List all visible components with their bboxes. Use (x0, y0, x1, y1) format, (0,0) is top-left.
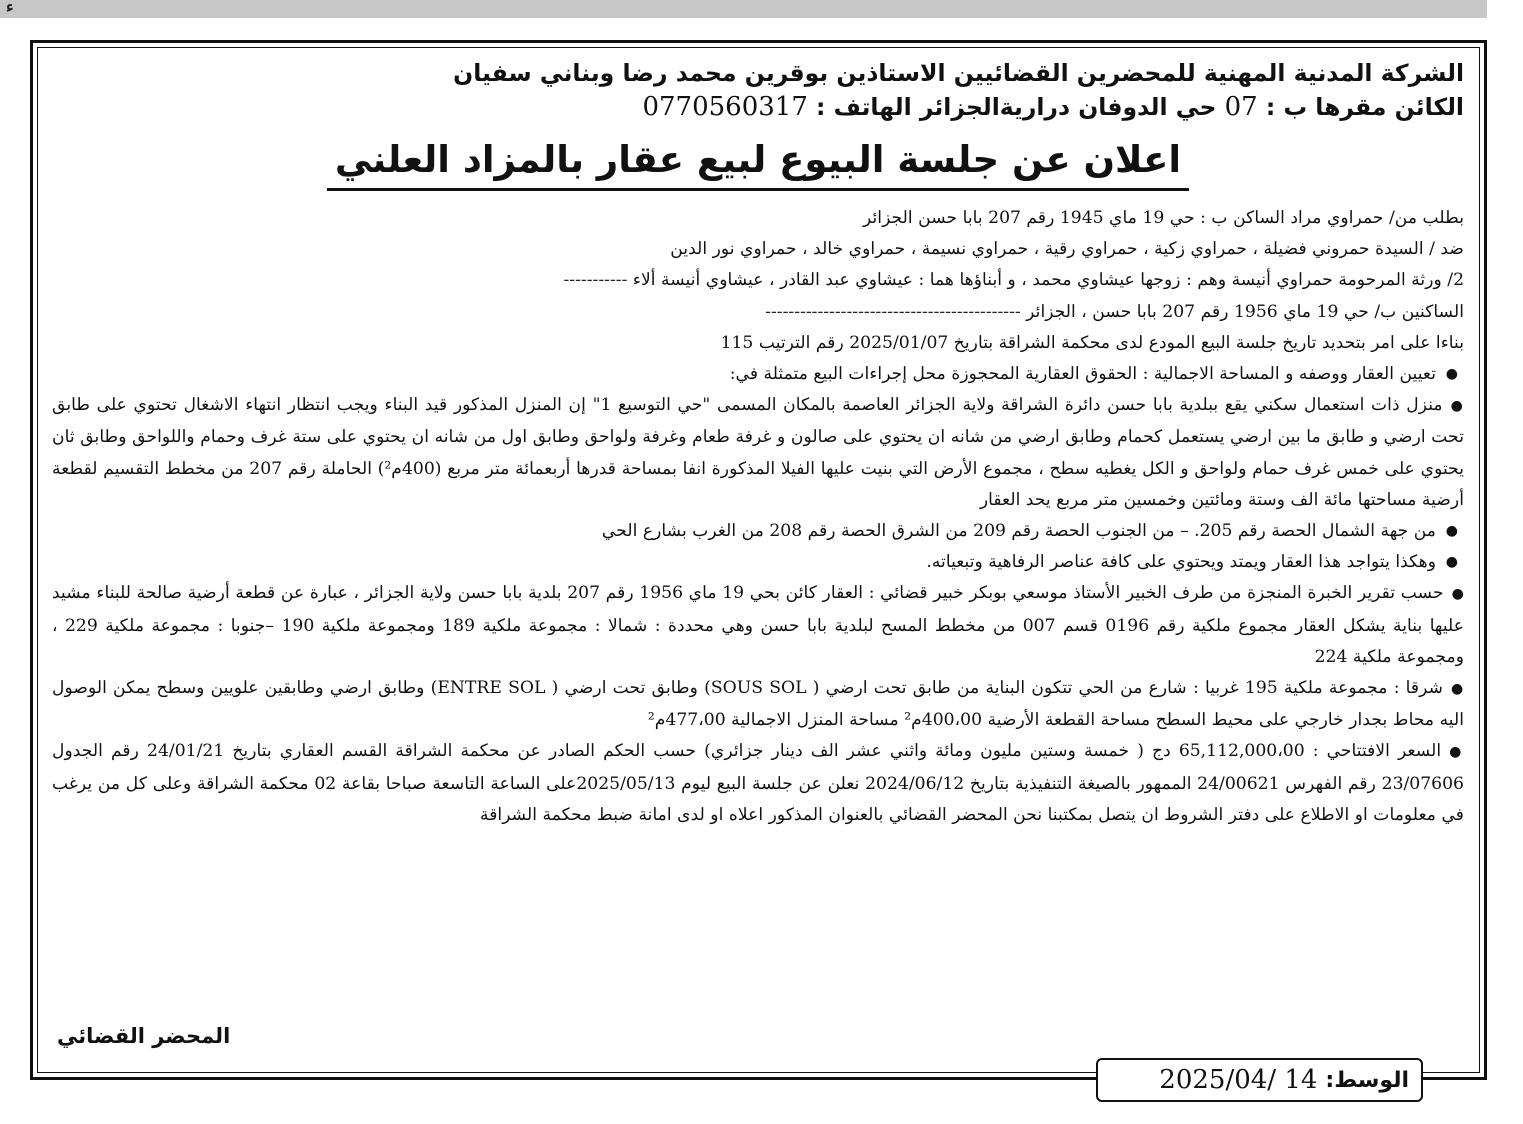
details-list (52, 359, 1464, 831)
address-text: حي الدوفان دراريةالجزائر الهاتف : (816, 93, 1217, 121)
phone-number: 0770560317 (642, 92, 808, 122)
list-item-text: منزل ذات استعمال سكني يقع ببلدية بابا حسن دائرة الشراقة ولاية الجزائر العاصمة بالمكان المسمى "حي التوسيع 1" إن المنزل المذكور قيد البناء ويجب انتظار انتهاء الاشغال تحتوي على طابق تحت ارضي و طابق ما بين ارضي يستعمل كحمام وطابق ارضي من شانه ان يحتوي على صالون و غرفة طعام وغرفة ولواحق وطابق اول من شانه ان يحتوي على ستة غرف وحمام واللواحق وطابق ثان يحتوي على خمس غرف حمام ولواحق و الكل يغطيه سطح ، مجموع الأرض التي بنيت عليها الفيلا المذكورة انفا بمساحة قدرها أربعمائة متر مربع (400م²) الحاملة رقم 207 من مخطط التقسيم لقطعة أرضية مساحتها مائة الف وستة ومائتين وخمسين متر مربع يحد العقار (52, 395, 1465, 510)
list-item-text: من جهة الشمال الحصة رقم 205. – من الجنوب الحصة رقم 209 من الشرق الحصة رقم 208 من الغرب بشارع الحي (601, 521, 1436, 542)
newspaper-label: الوسط: (1325, 1067, 1409, 1093)
list-item (52, 516, 1464, 547)
publication-date: 2025/04/ 14 (1159, 1065, 1318, 1095)
company-name: الشركة المدنية المهنية للمحضرين القضائيين الاستاذين بوقرين محمد رضا وبناني سفيان (453, 59, 1464, 87)
heirs-line (52, 265, 1464, 296)
corner-mark: ء (6, 0, 14, 16)
bullet-icon: ● (1451, 586, 1464, 603)
list-item (52, 673, 1464, 736)
order-line: بناءا على امر بتحديد تاريخ جلسة البيع المودع لدى محكمة الشراقة بتاريخ 2025/01/07 رقم الترتيب 115 (720, 332, 1464, 353)
heirs-text: 2/ ورثة المرحومة حمراوي أنيسة وهم : زوجها عيشاوي محمد ، و أبناؤها هما : عيشاوي عبد القادر ، عيشاوي أنيسة ألاء (632, 270, 1464, 291)
residence-line (52, 297, 1464, 328)
plaintiff-line: بطلب من/ حمراوي مراد الساكن ب : حي 19 ماي 1945 رقم 207 بابا حسن الجزائر (863, 208, 1464, 228)
address-number: 07 (1224, 92, 1258, 122)
list-item-text: السعر الافتتاحي : 65,112,000،00 دج ( خمسة وستين مليون ومائة واثني عشر الف دينار جزائري) حسب الحكم الصادر عن محكمة الشراقة القسم العقاري بتاريخ 24/01/21 رقم الجدول 23/07606 رقم الفهرس 24/00621 الممهور بالصيغة التنفيذية بتاريخ 2024/06/12 نعلن عن جلسة البيع ليوم 2025/05/13على الساعة التاسعة صباحا بقاعة 02 محكمة الشراقة وعلى كل من يرغب في معلومات او الاطلاع على دفتر الشروط ان يتصل بمكتبنا نحن المحضر القضائي بالعنوان المذكور اعلاه او لدى امانة ضبط محكمة الشراقة (52, 741, 1464, 825)
list-item (52, 359, 1464, 390)
company-address (52, 90, 1464, 124)
bullet-icon: ● (1445, 554, 1458, 571)
list-item (52, 390, 1464, 516)
list-item-text: تعيين العقار ووصفه و المساحة الاجمالية : الحقوق العقارية المحجوزة محل إجراءات البيع متمثلة في: (729, 364, 1436, 385)
bullet-icon: ● (1451, 681, 1464, 698)
defendants-line: ضد / السيدة حمروني فضيلة ، حمراوي زكية ، حمراوي رقية ، حمراوي نسيمة ، حمراوي خالد ، حمراوي نور الدين (670, 239, 1464, 260)
top-strip (0, 0, 1487, 18)
list-item (52, 736, 1464, 831)
bullet-icon: ● (1445, 523, 1458, 540)
bullet-icon: ● (1445, 366, 1458, 383)
notice-text (52, 203, 1464, 831)
heirs-dashes: ----------- (563, 270, 628, 291)
list-item-text: وهكذا يتواجد هذا العقار ويمتد ويحتوي على كافة عناصر الرفاهية وتبعياته. (926, 552, 1436, 573)
bullet-icon: ● (1450, 398, 1464, 415)
announcement-body (52, 56, 1464, 831)
address-prefix: الكائن مقرها ب : (1265, 93, 1464, 121)
residence-dashes: -------------------------------------------- (765, 301, 1021, 322)
page-title: اعلان عن جلسة البيوع لبيع عقار بالمزاد العلني (327, 134, 1189, 191)
list-item-text: شرقا : مجموعة ملكية 195 غربيا : شارع من الحي تتكون البناية من طابق تحت ارضي ( SOUS SOL) وطابق تحت ارضي ( ENTRE SOL) وطابق ارضي وطابقين علويين وسطح يمكن الوصول اليه محاط بجدار خارجي على محيط السطح مساحة القطعة الأرضية 400،00م² مساحة المنزل الاجمالية 477،00م² (52, 678, 1464, 731)
residence-text: الساكنين ب/ حي 19 ماي 1956 رقم 207 بابا حسن ، الجزائر (1026, 301, 1464, 322)
publication-date-box (1096, 1058, 1423, 1102)
bailiff-signature: المحضر القضائي (57, 1024, 231, 1048)
bullet-icon: ● (1449, 744, 1464, 761)
list-item (52, 578, 1464, 673)
list-item-text: حسب تقرير الخبرة المنجزة من طرف الخبير الأستاذ موسعي بوبكر خبير قضائي : العقار كائن بحي 19 ماي 1956 رقم 207 بلدية بابا حسن ولاية الجزائر ، عبارة عن قطعة أرضية صالحة للبناء مشيد عليها بناية يشكل العقار مجموع ملكية رقم 0196 قسم 007 من مخطط المسح لبلدية بابا حسن وهي محددة : شمالا : مجموعة ملكية 189 ومجموعة ملكية 190 –جنوبا : مجموعة ملكية 229 ، ومجموعة ملكية 224 (52, 583, 1464, 667)
list-item (52, 547, 1464, 578)
